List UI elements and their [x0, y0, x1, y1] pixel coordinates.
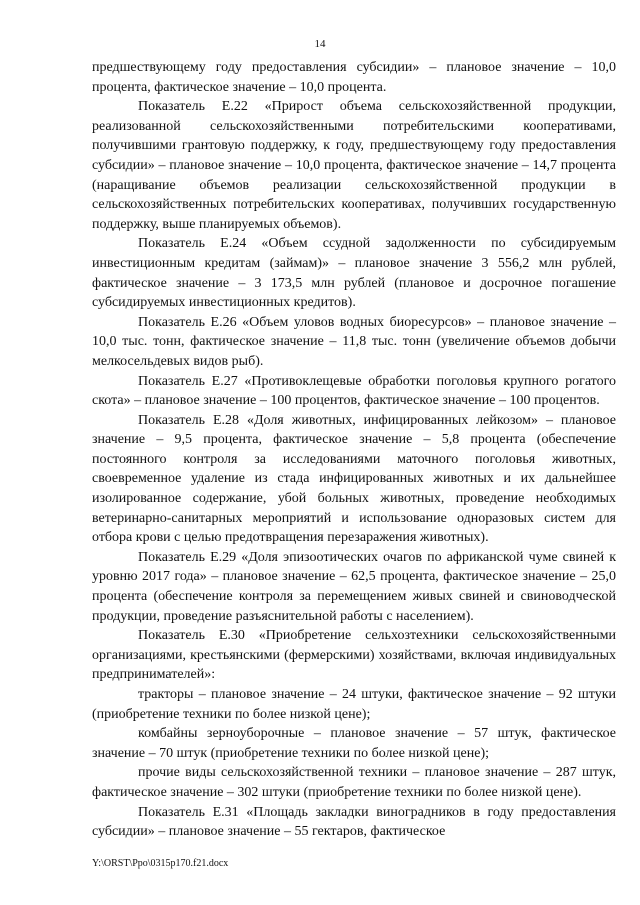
- footer-file-path: Y:\ORST\Ppo\0315p170.f21.docx: [92, 858, 229, 869]
- document-body: [92, 58, 616, 842]
- paragraph: Показатель Е.28 «Доля животных, инфицированных лейкозом» – плановое значение – 9,5 процента, фактическое значение – 5,8 процента (обеспечение постоянного контроля за исследованиями маточного поголовья животных, своевременное удаление из стада инфицированных животных и их дальнейшее изолированное содержание, убой больных животных, проведение необходимых ветеринарно-санитарных мероприятий и использование одноразовых систем для отбора крови с целью предотвращения перезаражения животных).: [92, 412, 616, 546]
- page-number: 14: [314, 38, 326, 50]
- paragraph: комбайны зерноуборочные – плановое значение – 57 штук, фактическое значение – 70 штук (приобретение техники по более низкой цене);: [92, 726, 616, 761]
- paragraph: Показатель Е.27 «Противоклещевые обработки поголовья крупного рогатого скота» – плановое значение – 100 процентов, фактическое значение – 100 процентов.: [92, 373, 616, 409]
- paragraph: прочие виды сельскохозяйственной техники – плановое значение – 287 штук, фактическое значение – 302 штуки (приобретение техники по более низкой цене).: [92, 765, 616, 800]
- paragraph: Показатель Е.29 «Доля эпизоотических очагов по африканской чуме свиней к уровню 2017 года» – плановое значение – 62,5 процента, фактическое значение – 25,0 процента (обеспечение контроля за перемещением живых свиней и свиноводческой продукции, проведение разъяснительной работы с населением).: [92, 549, 616, 624]
- paragraph: предшествующему году предоставления субсидии» – плановое значение – 10,0 процента, фактическое значение – 10,0 процента.: [92, 60, 616, 95]
- paragraph: Показатель Е.24 «Объем ссудной задолженности по субсидируемым инвестиционным кредитам (займам)» – плановое значение 3 556,2 млн рублей, фактическое значение – 3 173,5 млн рублей (плановое и досрочное погашение субсидируемых инвестиционных кредитов).: [92, 236, 616, 311]
- paragraph: Показатель Е.30 «Приобретение сельхозтехники сельскохозяйственными организациями, крестьянскими (фермерскими) хозяйствами, включая индивидуальных предпринимателей»:: [92, 628, 616, 683]
- paragraph: Показатель Е.31 «Площадь закладки виноградников в году предоставления субсидии» – плановое значение – 55 гектаров, фактическое: [92, 804, 616, 840]
- paragraph: Показатель Е.22 «Прирост объема сельскохозяйственной продукции, реализованной сельскохозяйственными потребительскими кооперативами, получившими грантовую поддержку, к году, предшествующему году предоставления субсидии» – плановое значение – 10,0 процента, фактическое значение – 14,7 процента (наращивание объемов реализации сельскохозяйственной продукции в сельскохозяйственных потребительских кооперативах, получивших государственную поддержку, выше планируемых объемов).: [92, 99, 616, 232]
- paragraph: тракторы – плановое значение – 24 штуки, фактическое значение – 92 штуки (приобретение техники по более низкой цене);: [92, 687, 616, 722]
- paragraph: Показатель Е.26 «Объем уловов водных биоресурсов» – плановое значение – 10,0 тыс. тонн, фактическое значение – 11,8 тыс. тонн (увеличение объемов добычи мелкосельдевых видов рыб).: [92, 314, 616, 369]
